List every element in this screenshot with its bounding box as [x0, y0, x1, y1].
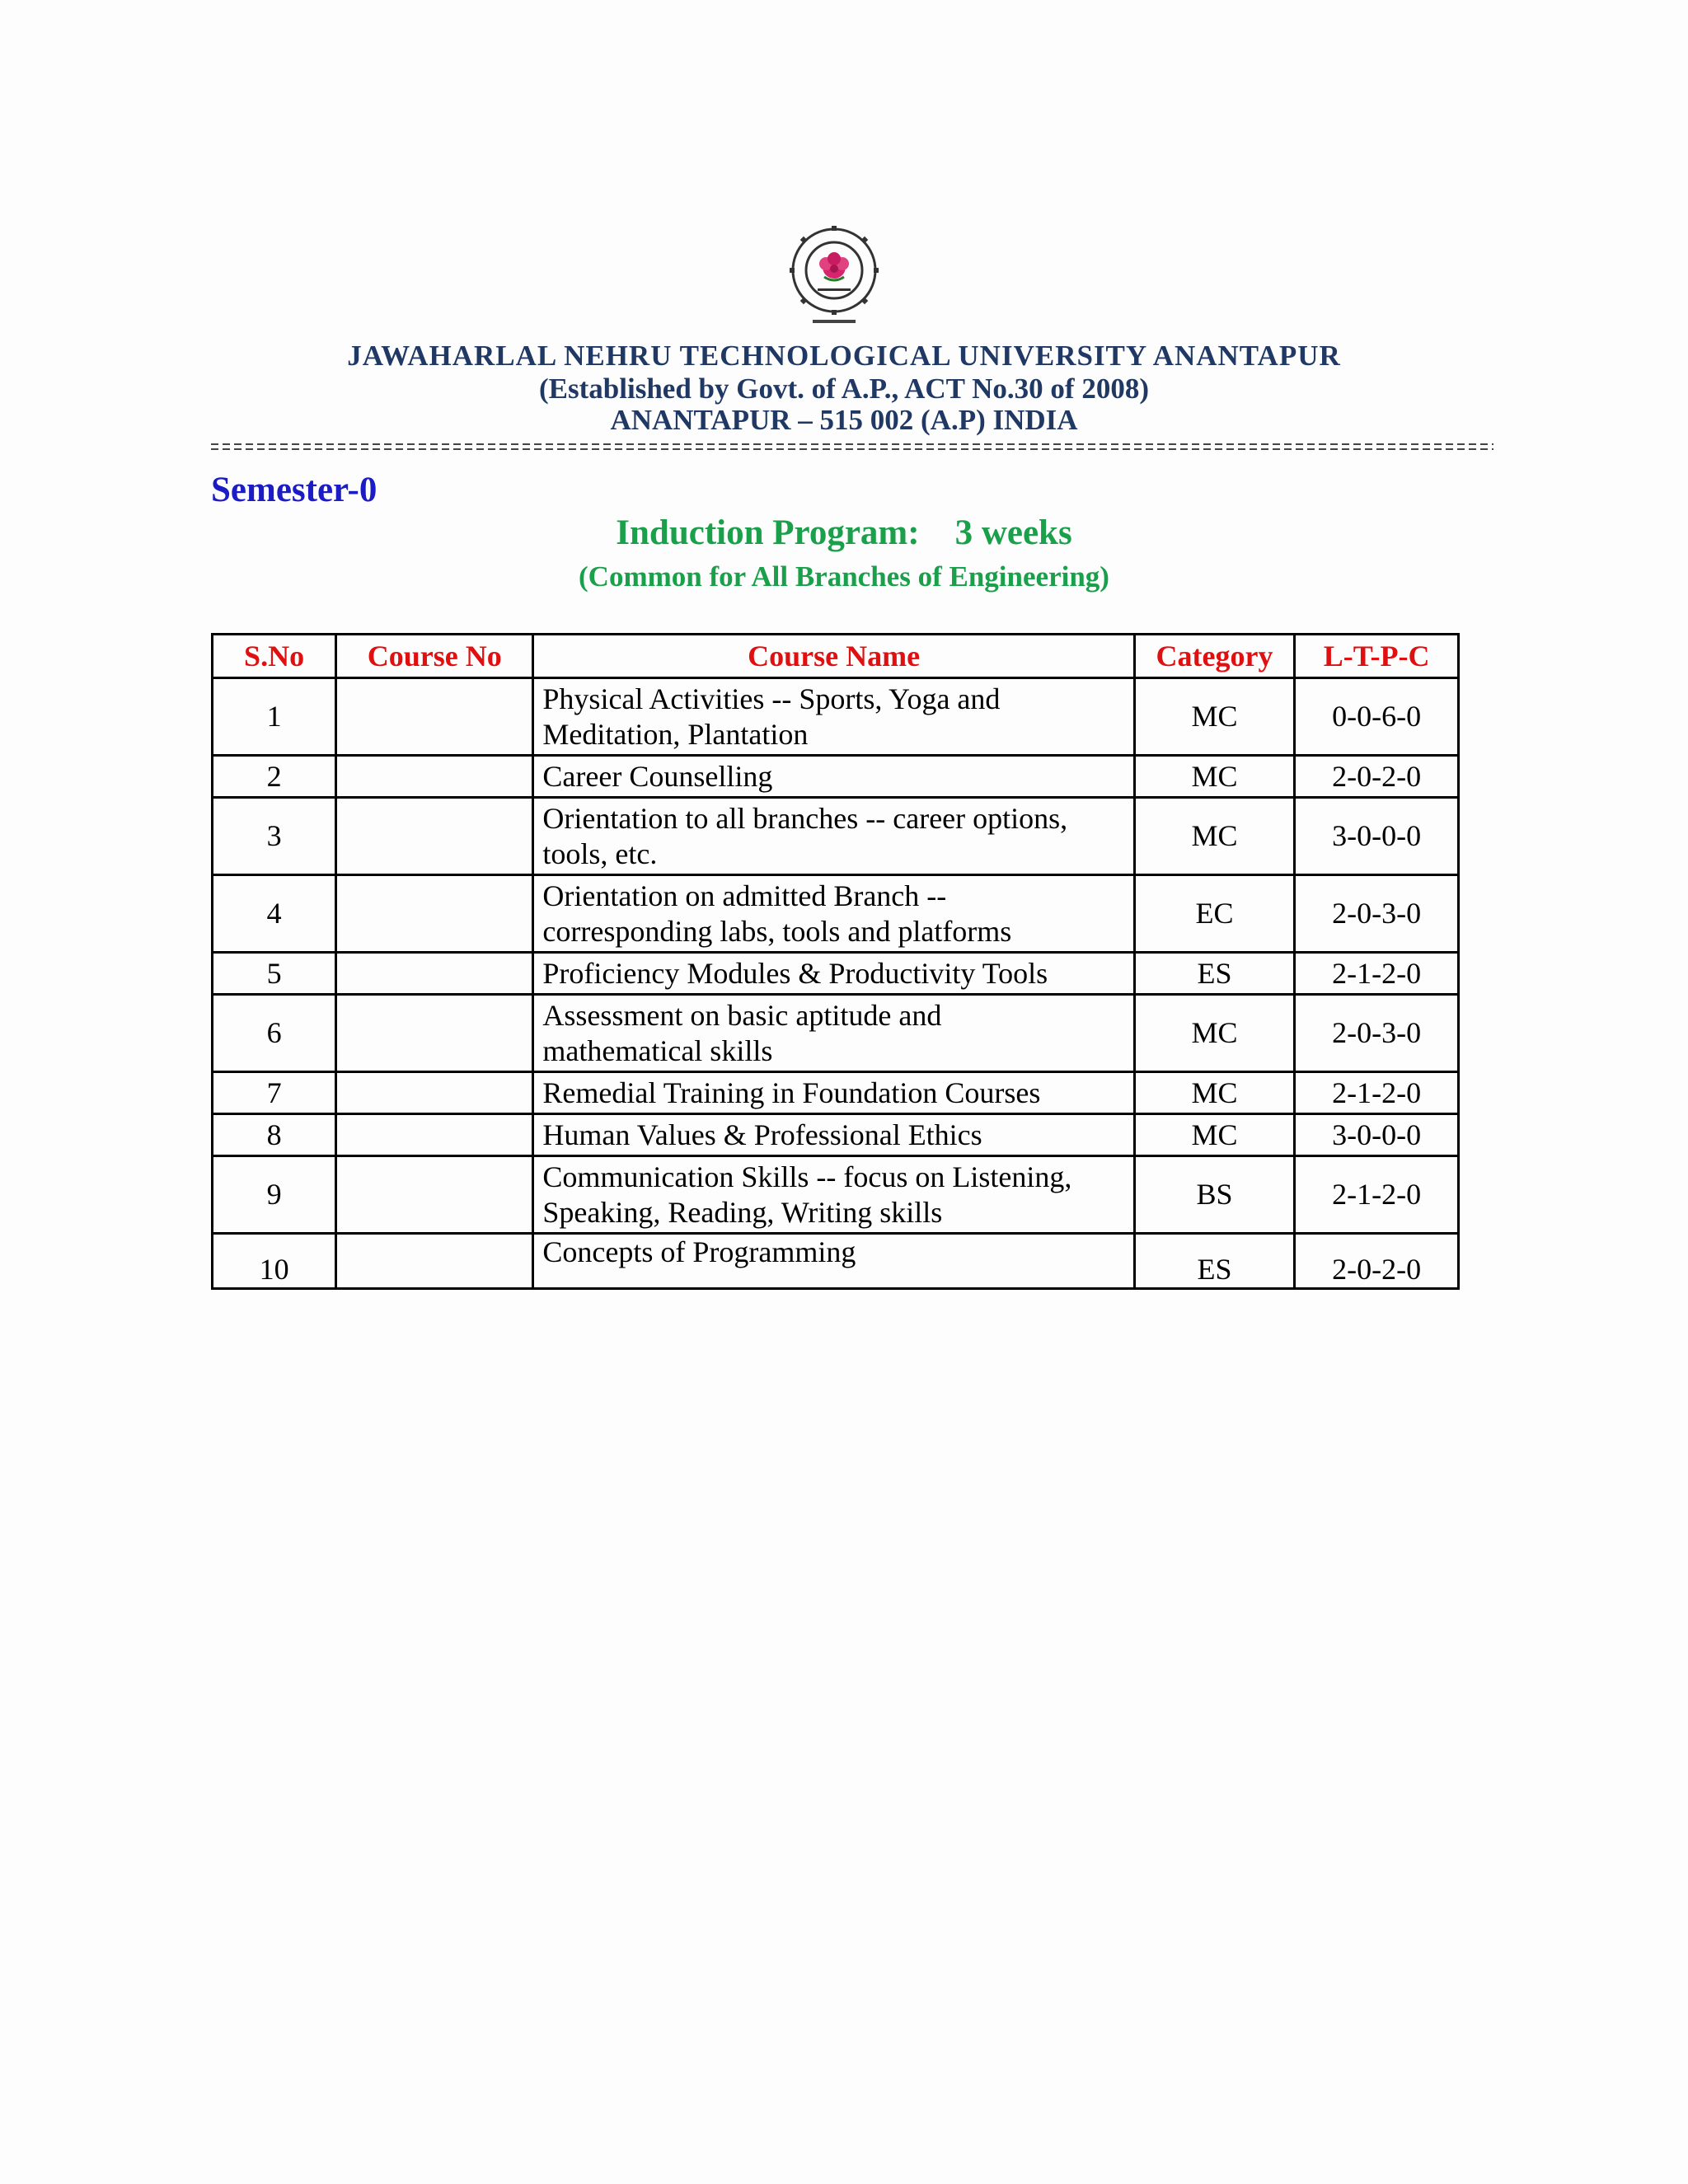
- column-header-ltpc: L-T-P-C: [1295, 635, 1459, 678]
- column-header-sno: S.No: [213, 635, 336, 678]
- cell-ltpc: 2-1-2-0: [1295, 953, 1459, 995]
- course-name-line: tools, etc.: [542, 837, 658, 870]
- cell-course-name: [533, 953, 1134, 995]
- table-row: [213, 798, 1459, 875]
- course-name-line: Career Counselling: [542, 759, 773, 793]
- cell-course-no: [336, 1156, 533, 1234]
- cell-sno: 8: [213, 1114, 336, 1156]
- course-name-line: Remedial Training in Foundation Courses: [542, 1076, 1041, 1109]
- cell-category: MC: [1134, 1072, 1295, 1114]
- cell-category: ES: [1134, 953, 1295, 995]
- course-name-line: Concepts of Programming: [542, 1235, 856, 1268]
- university-address: ANANTAPUR – 515 002 (A.P) INDIA: [610, 404, 1078, 436]
- table-row: [213, 875, 1459, 953]
- column-header-category: Category: [1134, 635, 1295, 678]
- cell-course-name: [533, 995, 1134, 1072]
- establishment-note: (Established by Govt. of A.P., ACT No.30 of 2008): [539, 373, 1149, 405]
- course-table: [211, 633, 1460, 1290]
- course-name-line: Communication Skills -- focus on Listening,: [542, 1160, 1072, 1193]
- cell-sno: 4: [213, 875, 336, 953]
- course-name-line: Assessment on basic aptitude and: [542, 998, 942, 1032]
- cell-category: MC: [1134, 995, 1295, 1072]
- cell-course-no: [336, 875, 533, 953]
- column-header-course-name: Course Name: [533, 635, 1134, 678]
- course-name-line: corresponding labs, tools and platforms: [542, 914, 1012, 948]
- course-name-line: Physical Activities -- Sports, Yoga and: [542, 682, 1001, 715]
- cell-course-name: [533, 1234, 1134, 1289]
- cell-sno: 3: [213, 798, 336, 875]
- course-name-line: Proficiency Modules & Productivity Tools: [542, 956, 1048, 990]
- cell-category: MC: [1134, 798, 1295, 875]
- cell-ltpc: 3-0-0-0: [1295, 798, 1459, 875]
- course-name-line: Orientation on admitted Branch --: [542, 879, 947, 912]
- cell-course-no: [336, 1072, 533, 1114]
- cell-course-no: [336, 1234, 533, 1289]
- cell-course-name: [533, 1072, 1134, 1114]
- cell-ltpc: 0-0-6-0: [1295, 678, 1459, 756]
- cell-category: EC: [1134, 875, 1295, 953]
- cell-category: MC: [1134, 1114, 1295, 1156]
- cell-sno: 5: [213, 953, 336, 995]
- cell-sno: 1: [213, 678, 336, 756]
- cell-ltpc: 3-0-0-0: [1295, 1114, 1459, 1156]
- table-header-row: [213, 635, 1459, 678]
- table-body: [213, 678, 1459, 1289]
- semester-heading: Semester-0: [211, 471, 377, 509]
- cell-course-name: [533, 875, 1134, 953]
- table-row: [213, 953, 1459, 995]
- cell-ltpc: 2-0-3-0: [1295, 875, 1459, 953]
- course-name-line: Speaking, Reading, Writing skills: [542, 1195, 943, 1229]
- cell-category: MC: [1134, 756, 1295, 798]
- cell-course-name: [533, 1156, 1134, 1234]
- cell-course-name: [533, 678, 1134, 756]
- course-name-line: Human Values & Professional Ethics: [542, 1118, 982, 1151]
- cell-course-no: [336, 798, 533, 875]
- table-row: [213, 1234, 1459, 1289]
- cell-course-name: [533, 798, 1134, 875]
- table-row: [213, 1156, 1459, 1234]
- cell-sno: 10: [213, 1234, 336, 1289]
- table-row: [213, 756, 1459, 798]
- cell-sno: 6: [213, 995, 336, 1072]
- cell-sno: 9: [213, 1156, 336, 1234]
- cell-course-no: [336, 953, 533, 995]
- cell-course-no: [336, 995, 533, 1072]
- column-header-course-no: Course No: [336, 635, 533, 678]
- cell-sno: 7: [213, 1072, 336, 1114]
- university-emblem-icon: [781, 223, 887, 328]
- cell-ltpc: 2-1-2-0: [1295, 1072, 1459, 1114]
- cell-course-no: [336, 1114, 533, 1156]
- university-name: JAWAHARLAL NEHRU TECHNOLOGICAL UNIVERSITY ANANTAPUR: [347, 340, 1341, 372]
- cell-category: BS: [1134, 1156, 1295, 1234]
- course-name-line: Orientation to all branches -- career options,: [542, 801, 1068, 835]
- cell-ltpc: 2-1-2-0: [1295, 1156, 1459, 1234]
- cell-ltpc: 2-0-3-0: [1295, 995, 1459, 1072]
- cell-sno: 2: [213, 756, 336, 798]
- cell-course-no: [336, 678, 533, 756]
- cell-course-name: [533, 1114, 1134, 1156]
- course-name-line: mathematical skills: [542, 1033, 773, 1067]
- table-row: [213, 678, 1459, 756]
- program-subtitle: (Common for All Branches of Engineering): [579, 560, 1109, 593]
- cell-ltpc: 2-0-2-0: [1295, 756, 1459, 798]
- cell-course-name: [533, 756, 1134, 798]
- table-row: [213, 1072, 1459, 1114]
- cell-course-no: [336, 756, 533, 798]
- cell-category: ES: [1134, 1234, 1295, 1289]
- program-title: Induction Program: 3 weeks: [616, 513, 1072, 552]
- table-row: [213, 1114, 1459, 1156]
- course-name-line: Meditation, Plantation: [542, 717, 809, 751]
- table-row: [213, 995, 1459, 1072]
- cell-ltpc: 2-0-2-0: [1295, 1234, 1459, 1289]
- cell-category: MC: [1134, 678, 1295, 756]
- double-dash-divider: [211, 438, 1493, 457]
